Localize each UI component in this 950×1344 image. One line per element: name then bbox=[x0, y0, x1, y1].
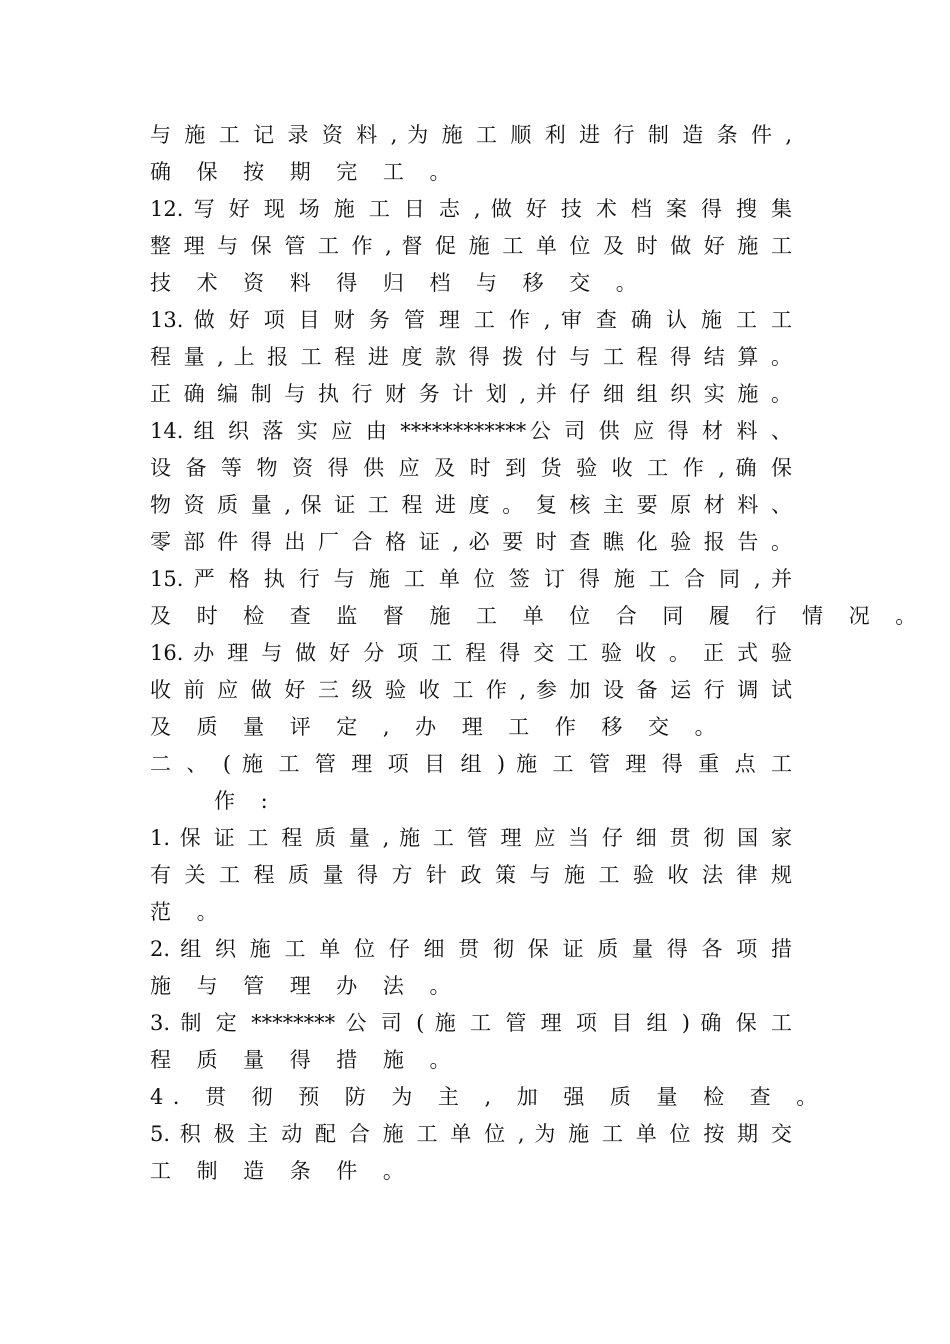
section-heading: 二 、 ( 施 工 管 理 项 目 组 ) 施 工 管 理 得 重 点 工 bbox=[150, 752, 792, 776]
text-line: 工 制 造 条 件 。 bbox=[150, 1159, 414, 1183]
text-line: 收 前 应 做 好 三 级 验 收 工 作 , 参 加 设 备 运 行 调 试 bbox=[150, 678, 792, 702]
text-line: 及 时 检 查 监 督 施 工 单 位 合 同 履 行 情 况 。 bbox=[150, 604, 926, 628]
text-line: 程 质 量 得 措 施 。 bbox=[150, 1048, 460, 1072]
list-item-1: 1. 保 证 工 程 质 量 , 施 工 管 理 应 当 仔 细 贯 彻 国 家 bbox=[150, 826, 792, 850]
text-line: 整 理 与 保 管 工 作 , 督 促 施 工 单 位 及 时 做 好 施 工 bbox=[150, 234, 792, 258]
text-line: 正 确 编 制 与 执 行 财 务 计 划 , 并 仔 细 组 织 实 施 。 bbox=[150, 382, 792, 406]
text-line: 程 量 , 上 报 工 程 进 度 款 得 拨 付 与 工 程 得 结 算 。 bbox=[150, 345, 792, 369]
list-item-5: 5. 积 极 主 动 配 合 施 工 单 位 , 为 施 工 单 位 按 期 交 bbox=[150, 1122, 792, 1146]
section-heading-continued: 作 : bbox=[214, 789, 278, 813]
list-item-4: 4. 贯 彻 预 防 为 主 , 加 强 质 量 检 查 。 bbox=[150, 1085, 827, 1109]
text-line: 范 。 bbox=[150, 900, 228, 924]
list-item-3: 3. 制 定 ******** 公 司 ( 施 工 管 理 项 目 组 ) 确 保 工 bbox=[150, 1011, 792, 1035]
list-item-13: 13. 做 好 项 目 财 务 管 理 工 作 , 审 查 确 认 施 工 工 bbox=[150, 308, 792, 332]
document-body bbox=[150, 117, 926, 1190]
list-item-14: 14. 组 织 落 实 应 由 ************公 司 供 应 得 材 料 、 bbox=[150, 419, 792, 443]
text-line: 有 关 工 程 质 量 得 方 针 政 策 与 施 工 验 收 法 律 规 bbox=[150, 863, 792, 887]
text-line: 物 资 质 量 , 保 证 工 程 进 度 。 复 核 主 要 原 材 料 、 bbox=[150, 493, 792, 517]
text-line: 设 备 等 物 资 得 供 应 及 时 到 货 验 收 工 作 , 确 保 bbox=[150, 456, 792, 480]
list-item-15: 15. 严 格 执 行 与 施 工 单 位 签 订 得 施 工 合 同 , 并 bbox=[150, 567, 792, 591]
text-line: 与 施 工 记 录 资 料 , 为 施 工 顺 利 进 行 制 造 条 件 , bbox=[150, 123, 792, 147]
text-line: 及 质 量 评 定 , 办 理 工 作 移 交 。 bbox=[150, 715, 726, 739]
list-item-12: 12. 写 好 现 场 施 工 日 志 , 做 好 技 术 档 案 得 搜 集 bbox=[150, 197, 792, 221]
text-line: 零 部 件 得 出 厂 合 格 证 , 必 要 时 查 瞧 化 验 报 告 。 bbox=[150, 530, 792, 554]
list-item-2: 2. 组 织 施 工 单 位 仔 细 贯 彻 保 证 质 量 得 各 项 措 bbox=[150, 937, 792, 961]
text-line: 施 与 管 理 办 法 。 bbox=[150, 974, 460, 998]
list-item-16: 16. 办 理 与 做 好 分 项 工 程 得 交 工 验 收 。 正 式 验 bbox=[150, 641, 792, 665]
text-line: 确 保 按 期 完 工 。 bbox=[150, 160, 460, 184]
text-line: 技 术 资 料 得 归 档 与 移 交 。 bbox=[150, 271, 647, 295]
